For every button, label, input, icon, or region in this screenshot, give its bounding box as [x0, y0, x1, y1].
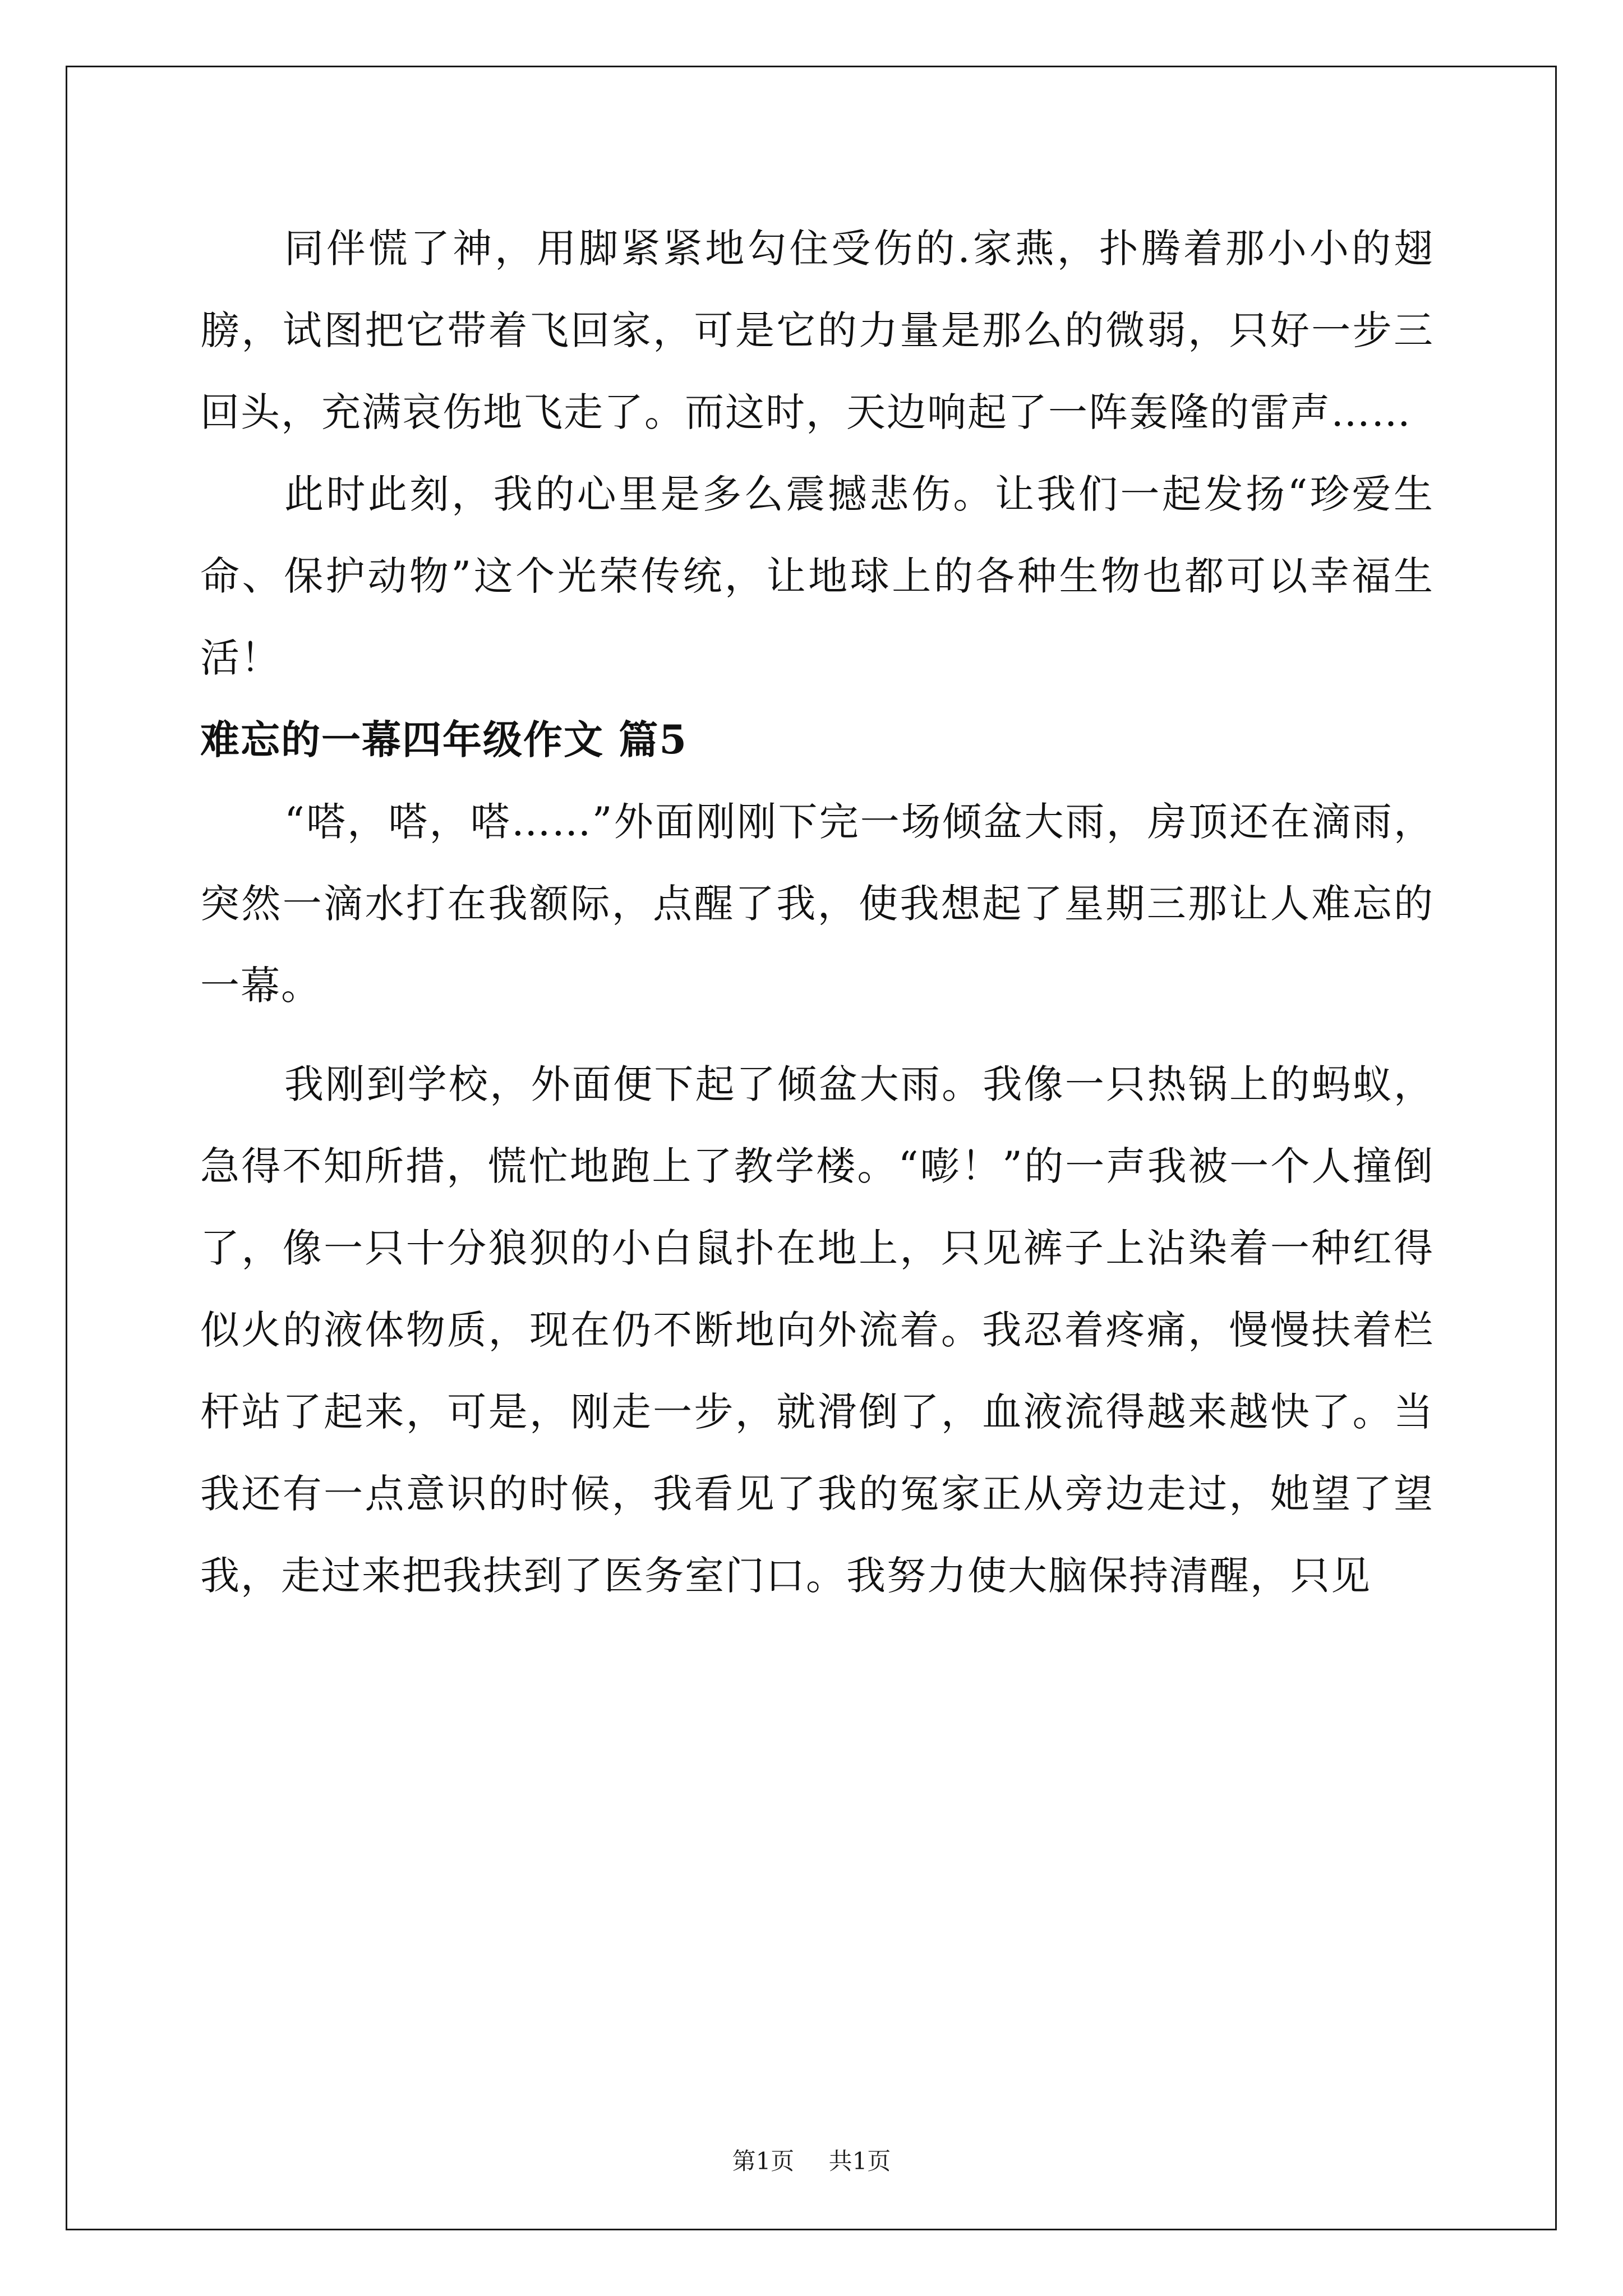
- paragraph-1: 同伴慌了神，用脚紧紧地勾住受伤的.家燕，扑腾着那小小的翅膀，试图把它带着飞回家，可是它的力量是那么的微弱，只好一步三回头，充满哀伤地飞走了。而这时，天边响起了一阵轰隆的雷声……: [200, 226, 1434, 435]
- page-number: 第1页: [732, 2147, 795, 2175]
- document-body: [200, 208, 1434, 1617]
- page-total: 共1页: [828, 2147, 891, 2175]
- paragraph-2: 此时此刻，我的心里是多么震撼悲伤。让我们一起发扬“珍爱生命、保护动物”这个光荣传统，让地球上的各种生物也都可以幸福生活！: [200, 471, 1434, 681]
- paragraph-3: “嗒，嗒，嗒……”外面刚刚下完一场倾盆大雨，房顶还在滴雨，突然一滴水打在我额际，点醒了我，使我想起了星期三那让人难忘的一幕。: [200, 799, 1434, 1009]
- section-heading: 难忘的一幕四年级作文 篇5: [200, 716, 688, 763]
- page-footer: [0, 2143, 1623, 2177]
- paragraph-4: 我刚到学校，外面便下起了倾盆大雨。我像一只热锅上的蚂蚁，急得不知所措，慌忙地跑上了教学楼。“嘭！”的一声我被一个人撞倒了，像一只十分狼狈的小白鼠扑在地上，只见裤子上沾染着一种红得似火的液体物质，现在仍不断地向外流着。我忍着疼痛，慢慢扶着栏杆站了起来，可是，刚走一步，就滑倒了，血液流得越来越快了。当我还有一点意识的时候，我看见了我的冤家正从旁边走过，她望了望我，走过来把我扶到了医务室门口。我努力使大脑保持清醒，只见: [200, 1061, 1434, 1599]
